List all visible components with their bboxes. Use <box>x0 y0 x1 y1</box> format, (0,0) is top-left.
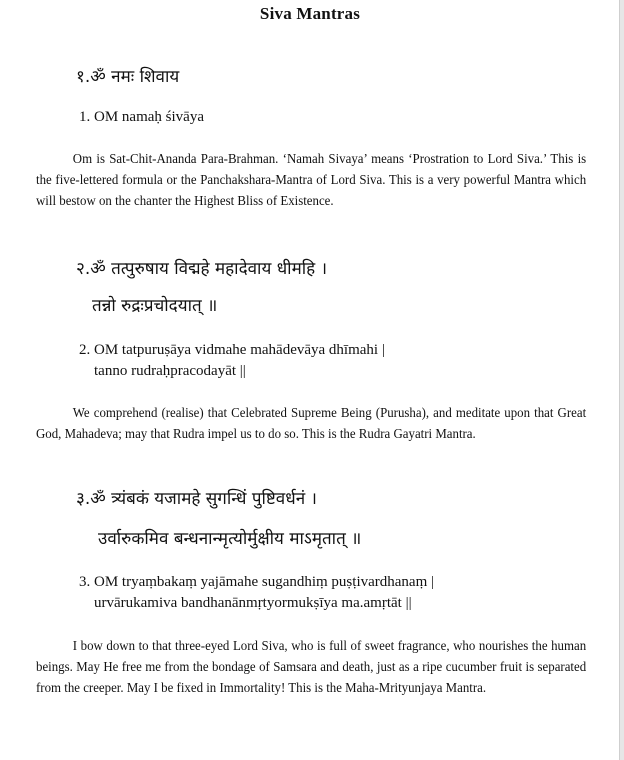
mantra-2-transliteration-line-2: tanno rudraḥpracodayāt || <box>94 363 246 379</box>
mantra-2-devanagari-line-2: तन्नो रुद्रःप्रचोदयात् ॥ <box>92 296 218 316</box>
mantra-1-devanagari-line-1: १.ॐ नमः शिवाय <box>76 67 180 87</box>
mantra-3-explanation: I bow down to that three-eyed Lord Siva, who is full of sweet fragrance, who nourishes the human beings. May He free me from the bondage of Samsara and death, just as a ripe cucumber fruit is separated from the creeper. May I be fixed in Immortality! This is the Maha-Mrityunjaya Mantra. <box>36 639 587 696</box>
mantra-3-devanagari-line-1: ३.ॐ त्र्यंबकं यजामहे सुगन्धिं पुष्टिवर्धनं । <box>76 489 317 509</box>
page-edge <box>619 0 624 760</box>
mantra-2-devanagari-line-1: २.ॐ तत्पुरुषाय विद्महे महादेवाय धीमहि । <box>76 259 328 279</box>
mantra-2-transliteration-line-1: 2. OM tatpuruṣāya vidmahe mahādevāya dhīmahi | <box>79 342 385 358</box>
mantra-1-explanation: Om is Sat-Chit-Ananda Para-Brahman. ‘Namah Sivaya’ means ‘Prostration to Lord Siva.’ This is the five-lettered formula or the Panchakshara-Mantra of Lord Siva. This is a very powerful Mantra which will bestow on the chanter the Highest Bliss of Existence. <box>36 152 587 209</box>
mantra-3-transliteration-line-1: 3. OM tryaṃbakaṃ yajāmahe sugandhiṃ puṣṭivardhanaṃ | <box>79 574 434 590</box>
page-title: Siva Mantras <box>259 4 361 23</box>
mantra-3-devanagari-line-2: उर्वारुकमिव बन्धनान्मृत्योर्मुक्षीय माऽमृतात् ॥ <box>98 529 362 549</box>
mantra-2-explanation: We comprehend (realise) that Celebrated Supreme Being (Purusha), and meditate upon that Great God, Mahadeva; may that Rudra impel us to do so. This is the Rudra Gayatri Mantra. <box>36 406 587 442</box>
mantra-3-transliteration-line-2: urvārukamiva bandhanānmṛtyormukṣīya ma.amṛtāt || <box>94 595 412 611</box>
mantra-1-transliteration-line-1: 1. OM namaḥ śivāya <box>79 109 204 125</box>
